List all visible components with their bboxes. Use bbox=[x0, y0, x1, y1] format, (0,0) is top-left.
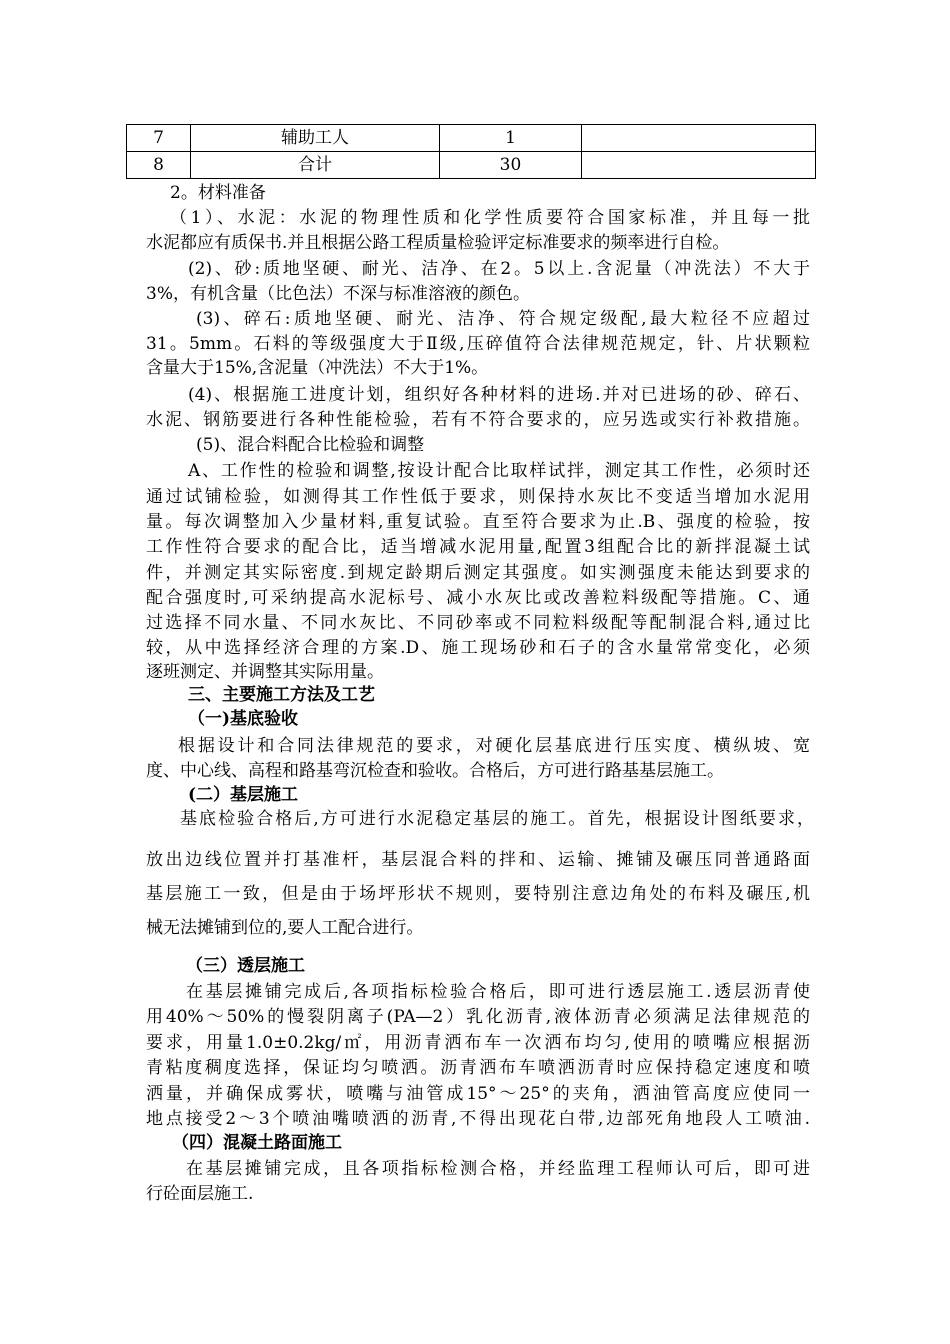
paragraph-line: 量。每次调整加入少量材料,重复试验。直至符合要求为止.B、强度的检验，按 bbox=[146, 512, 810, 532]
paragraph-line: 件，并测定其实际密度.到规定龄期后测定其强度。如实测强度未能达到要求的 bbox=[146, 563, 810, 583]
paragraph-line: 含量大于15%,含泥量（冲洗法）不大于1%。 bbox=[146, 358, 489, 378]
paragraph-line: 在基层摊铺完成，且各项指标检测合格，并经监理工程师认可后，即可进 bbox=[186, 1159, 810, 1179]
table-row bbox=[127, 152, 816, 179]
paragraph-line: 过选择不同水量、不同水灰比、不同砂率或不同粒料级配等配制混合料,通过比 bbox=[146, 613, 810, 633]
paragraph-line: 3%，有机含量（比色法）不深与标准溶液的颜色。 bbox=[146, 284, 530, 304]
paragraph-line: (3)、碎石:质地坚硬、耐光、洁净、符合规定级配,最大粒径不应超过 bbox=[196, 309, 810, 329]
paragraph-line: 青粘度稠度选择，保证均匀喷洒。沥青洒布车喷洒沥青时应保持稳定速度和喷 bbox=[146, 1058, 810, 1078]
subsection-heading: （三）透层施工 bbox=[186, 956, 305, 976]
paragraph-line: 要求，用量1.0±0.2kg/㎡，用沥青洒布车一次洒布均匀,使用的喷嘴应根据沥 bbox=[146, 1033, 810, 1053]
staff-table bbox=[126, 124, 816, 179]
paragraph-line: 在基层摊铺完成后,各项指标检验合格后，即可进行透层施工.透层沥青使 bbox=[186, 982, 810, 1002]
table-row bbox=[127, 125, 816, 152]
paragraph-line: 械无法摊铺到位的,要人工配合进行。 bbox=[146, 918, 424, 938]
paragraph-line: (4)、根据施工进度计划，组织好各种材料的进场.并对已进场的砂、碎石、 bbox=[188, 385, 810, 405]
paragraph-line: 度、中心线、高程和路基弯沉检查和验收。合格后，方可进行路基基层施工。 bbox=[146, 761, 724, 781]
row-name: 辅助工人 bbox=[191, 125, 440, 152]
subsection-heading: (二）基层施工 bbox=[188, 785, 299, 805]
row-name: 合计 bbox=[191, 152, 440, 179]
row-count: 30 bbox=[440, 152, 582, 179]
row-note bbox=[582, 125, 816, 152]
subsection-heading: （四）混凝土路面施工 bbox=[172, 1133, 342, 1153]
row-number: 7 bbox=[127, 125, 191, 152]
paragraph-line: 配合强度时,可采纳提高水泥标号、减小水灰比或改善粒料级配等措施。C、通 bbox=[146, 588, 810, 608]
paragraph-line: 地点接受2～3个喷油嘴喷洒的沥青,不得出现花白带,边部死角地段人工喷油. bbox=[146, 1109, 810, 1129]
row-number: 8 bbox=[127, 152, 191, 179]
paragraph-line: 基层施工一致，但是由于场坪形状不规则，要特别注意边角处的布料及碾压,机 bbox=[146, 884, 810, 904]
paragraph-heading: (5)、混合料配合比检验和调整 bbox=[196, 435, 425, 455]
paragraph-line: A、工作性的检验和调整,按设计配合比取样试拌，测定其工作性，必须时还 bbox=[188, 461, 810, 481]
paragraph-line: 用40%～50%的慢裂阴离子(PA—2）乳化沥青,液体沥青必须满足法律规范的 bbox=[146, 1007, 810, 1027]
paragraph-line: 根据设计和合同法律规范的要求，对硬化层基底进行压实度、横纵坡、宽 bbox=[178, 736, 810, 756]
row-count: 1 bbox=[440, 125, 582, 152]
row-note bbox=[582, 152, 816, 179]
paragraph-line: （1）、水泥：水泥的物理性质和化学性质要符合国家标准，并且每一批 bbox=[170, 208, 810, 228]
paragraph-line: 工作性符合要求的配合比，适当增减水泥用量,配置3组配合比的新拌混凝土试 bbox=[146, 537, 810, 557]
paragraph-line: 水泥都应有质保书.并且根据公路工程质量检验评定标准要求的频率进行自检。 bbox=[146, 233, 730, 253]
paragraph-line: 基底检验合格后,方可进行水泥稳定基层的施工。首先，根据设计图纸要求， bbox=[180, 809, 814, 829]
paragraph-line: 洒量，并确保成雾状，喷嘴与油管成15°～25°的夹角，洒油管高度应使同一 bbox=[146, 1084, 810, 1104]
paragraph-line: (2)、砂:质地坚硬、耐光、洁净、在2。5以上.含泥量（冲洗法）不大于 bbox=[188, 259, 810, 279]
paragraph-line: 行砼面层施工. bbox=[146, 1184, 254, 1204]
paragraph-line: 逐班测定、并调整其实际用量。 bbox=[146, 662, 384, 682]
paragraph-line: 放出边线位置并打基准杆，基层混合料的拌和、运输、摊铺及碾压同普通路面 bbox=[146, 850, 810, 870]
paragraph-line: 较，从中选择经济合理的方案.D、施工现场砂和石子的含水量常常变化，必须 bbox=[146, 638, 810, 658]
paragraph-line: 31。5mm。石料的等级强度大于Ⅱ级,压碎值符合法律规范规定，针、片状颗粒 bbox=[146, 334, 810, 354]
section-heading: 三、主要施工方法及工艺 bbox=[188, 685, 375, 705]
materials-heading: 2。材料准备 bbox=[170, 183, 266, 203]
paragraph-line: 水泥、钢筋要进行各种性能检验，若有不符合要求的，应另选或实行补救措施。 bbox=[146, 410, 810, 430]
paragraph-line: 通过试铺检验，如测得其工作性低于要求，则保持水灰比不变适当增加水泥用 bbox=[146, 487, 810, 507]
subsection-heading: （一)基底验收 bbox=[188, 709, 299, 729]
